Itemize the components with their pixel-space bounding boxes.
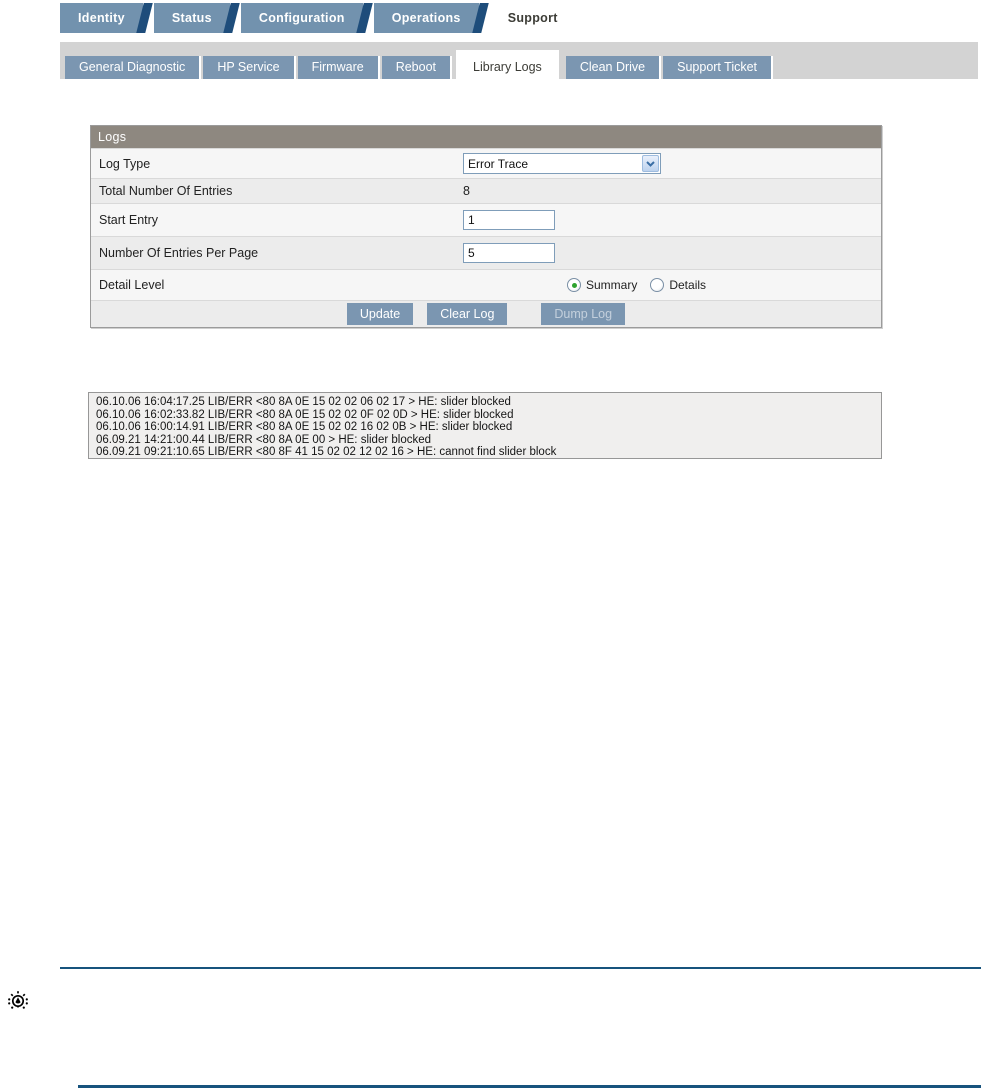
entries-per-page-label: Number Of Entries Per Page — [99, 246, 259, 260]
entries-per-page-input[interactable] — [463, 243, 555, 263]
clear-log-button[interactable]: Clear Log — [427, 303, 507, 325]
subtab-firmware[interactable]: Firmware — [298, 56, 378, 79]
start-entry-row — [91, 203, 881, 236]
chevron-down-icon[interactable] — [642, 155, 659, 172]
details-radio-label: Details — [669, 278, 707, 292]
detail-level-row — [91, 269, 881, 300]
start-entry-label: Start Entry — [99, 213, 159, 227]
subtab-hp-service[interactable]: HP Service — [203, 56, 293, 79]
tab-status[interactable]: Status — [154, 3, 230, 33]
total-entries-row — [91, 178, 881, 203]
detail-level-label: Detail Level — [99, 278, 165, 292]
tip-lightbulb-icon — [5, 988, 31, 1016]
log-type-row — [91, 148, 881, 178]
subtab-clean-drive[interactable]: Clean Drive — [566, 56, 659, 79]
log-line: 06.09.21 09:21:10.65 LIB/ERR <80 8F 41 15 02 02 12 02 16 > HE: cannot find slider block — [96, 446, 557, 459]
total-entries-value: 8 — [463, 184, 470, 198]
logs-panel-title: Logs — [91, 126, 881, 148]
sub-tab-bar — [60, 42, 978, 79]
summary-radio[interactable] — [567, 278, 581, 292]
subtab-reboot[interactable]: Reboot — [382, 56, 450, 79]
total-entries-label: Total Number Of Entries — [99, 184, 233, 198]
sub-tab-row — [65, 50, 775, 79]
tab-operations[interactable]: Operations — [374, 3, 479, 33]
log-output-box — [88, 392, 882, 459]
entries-per-page-row — [91, 236, 881, 269]
logs-panel — [90, 125, 882, 328]
detail-level-radio-group — [567, 278, 719, 292]
update-button[interactable]: Update — [347, 303, 413, 325]
subtab-library-logs[interactable]: Library Logs — [456, 50, 559, 84]
log-line: 06.10.06 16:00:14.91 LIB/ERR <80 8A 0E 15 02 02 16 02 0B > HE: slider blocked — [96, 421, 513, 434]
subtab-support-ticket[interactable]: Support Ticket — [663, 56, 771, 79]
top-tab-bar — [60, 3, 587, 33]
tab-identity[interactable]: Identity — [60, 3, 143, 33]
dump-log-button[interactable]: Dump Log — [541, 303, 625, 325]
summary-radio-label: Summary — [586, 278, 638, 292]
log-type-select[interactable] — [463, 153, 661, 174]
log-line: 06.10.06 16:04:17.25 LIB/ERR <80 8A 0E 15 02 02 06 02 17 > HE: slider blocked — [96, 396, 511, 408]
log-type-selected-value: Error Trace — [468, 156, 529, 171]
footer-divider — [60, 967, 981, 969]
start-entry-input[interactable] — [463, 210, 555, 230]
subtab-general-diagnostic[interactable]: General Diagnostic — [65, 56, 199, 79]
tab-support[interactable]: Support — [490, 3, 576, 33]
log-type-label: Log Type — [99, 156, 151, 171]
details-radio[interactable] — [650, 278, 664, 292]
buttons-row — [91, 300, 881, 327]
page-bottom-rule — [78, 1085, 981, 1088]
log-line: 06.10.06 16:02:33.82 LIB/ERR <80 8A 0E 15 02 02 0F 02 0D > HE: slider blocked — [96, 408, 514, 421]
tab-configuration[interactable]: Configuration — [241, 3, 363, 33]
log-line: 06.09.21 14:21:00.44 LIB/ERR <80 8A 0E 00 > HE: slider blocked — [96, 433, 432, 446]
